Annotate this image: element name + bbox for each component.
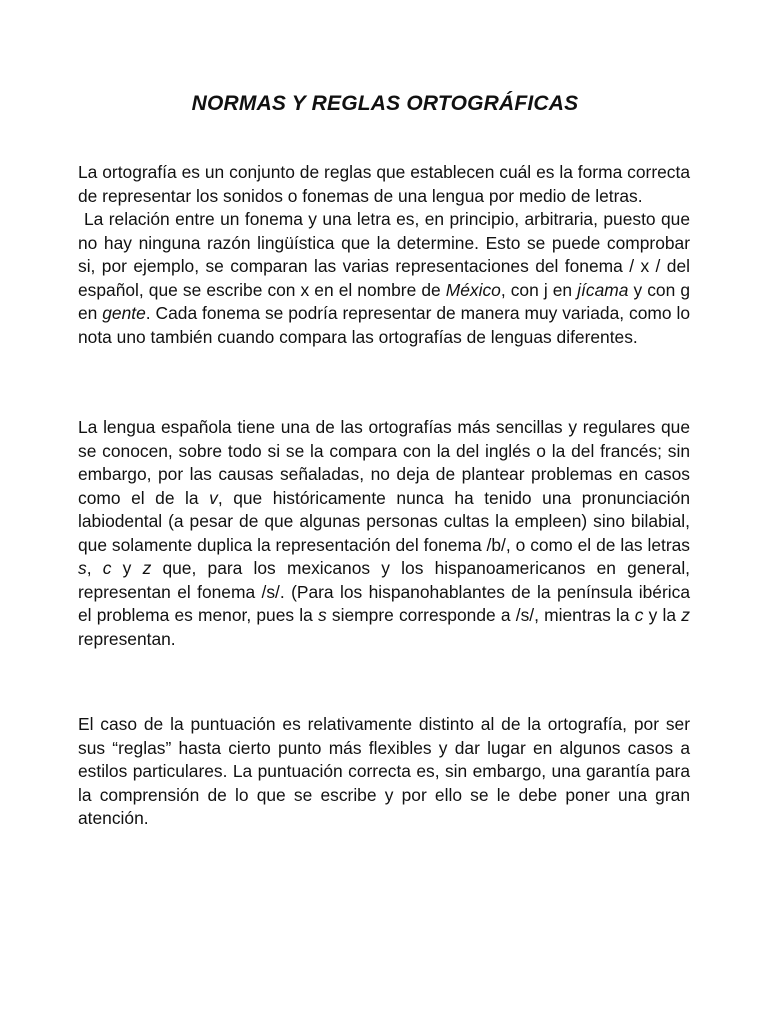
word-jicama: jícama (577, 279, 629, 300)
p2-text-e: que, para los mexicanos y los hispanoamericanos en general, representan el fonema /s/. (Para los hispanohablantes de la península ibérica el problema es menor, pues la (78, 558, 691, 625)
word-mexico: México (445, 279, 501, 300)
letter-s: s (78, 558, 87, 578)
p2-text-a: La lengua española tiene una de las ortografías más sencillas y regulares que se conocen, sobre todo si se la compara con la del inglés o la del francés; sin embargo, por las causas señaladas, no deja de plantear problemas en casos como el de la (78, 417, 690, 508)
letter-z: z (142, 558, 152, 578)
p2-text-h: representan. (78, 628, 176, 649)
p2-text-d: y (111, 558, 143, 578)
letter-v: v (209, 487, 218, 508)
letter-c-2: c (634, 605, 644, 625)
paragraph-intro-text-c: y con g en (78, 279, 690, 323)
document-title: NORMAS Y REGLAS ORTOGRÁFICAS (191, 92, 579, 115)
letter-c: c (102, 558, 112, 578)
paragraph-intro-text-d: . Cada fonema se podría representar de manera muy variada, como lo nota uno también cuando compara las ortografías de lenguas diferentes. (78, 303, 690, 347)
paragraph-intro-text-b: , con j en (500, 279, 578, 300)
letter-z-2: z (681, 605, 690, 625)
paragraph-intro-text-a: La relación entre un fonema y una letra es, en principio, arbitraria, puesto que no hay ninguna razón lingüística que la determine. Esto se puede comprobar si, por ejemplo, se comparan las varias representaciones del fonema / x / del español, que se escribe con x en el nombre de (78, 209, 690, 300)
paragraph-intro-sentence-1: La ortografía es un conjunto de reglas que establecen cuál es la forma correcta de representar los sonidos o fonemas de una lengua por medio de letras. (78, 162, 690, 206)
p2-text-g: y la (643, 605, 682, 625)
paragraph-punctuation: El caso de la puntuación es relativamente distinto al de la ortografía, por ser sus “reglas” hasta cierto punto más flexibles y dar lugar en algunos casos a estilos particulares. La puntuación correcta es, sin embargo, una garantía para la comprensión de lo que se escribe y por ello se le debe poner una gran atención. (78, 714, 690, 828)
p2-comma: , (86, 558, 103, 578)
word-gente: gente (102, 303, 146, 323)
paragraph-spanish-orthography (78, 416, 690, 651)
p2-text-b: , que históricamente nunca ha tenido una pronunciación labiodental (a pesar de que algunas personas cultas la empleen) sino bilabial, que solamente duplica la representación del fonema /b/, o como el de las letras (78, 487, 690, 555)
p2-text-f: siempre corresponde a /s/, mientras la (326, 605, 635, 625)
paragraph-intro (78, 161, 690, 349)
letter-s-2: s (318, 605, 327, 625)
